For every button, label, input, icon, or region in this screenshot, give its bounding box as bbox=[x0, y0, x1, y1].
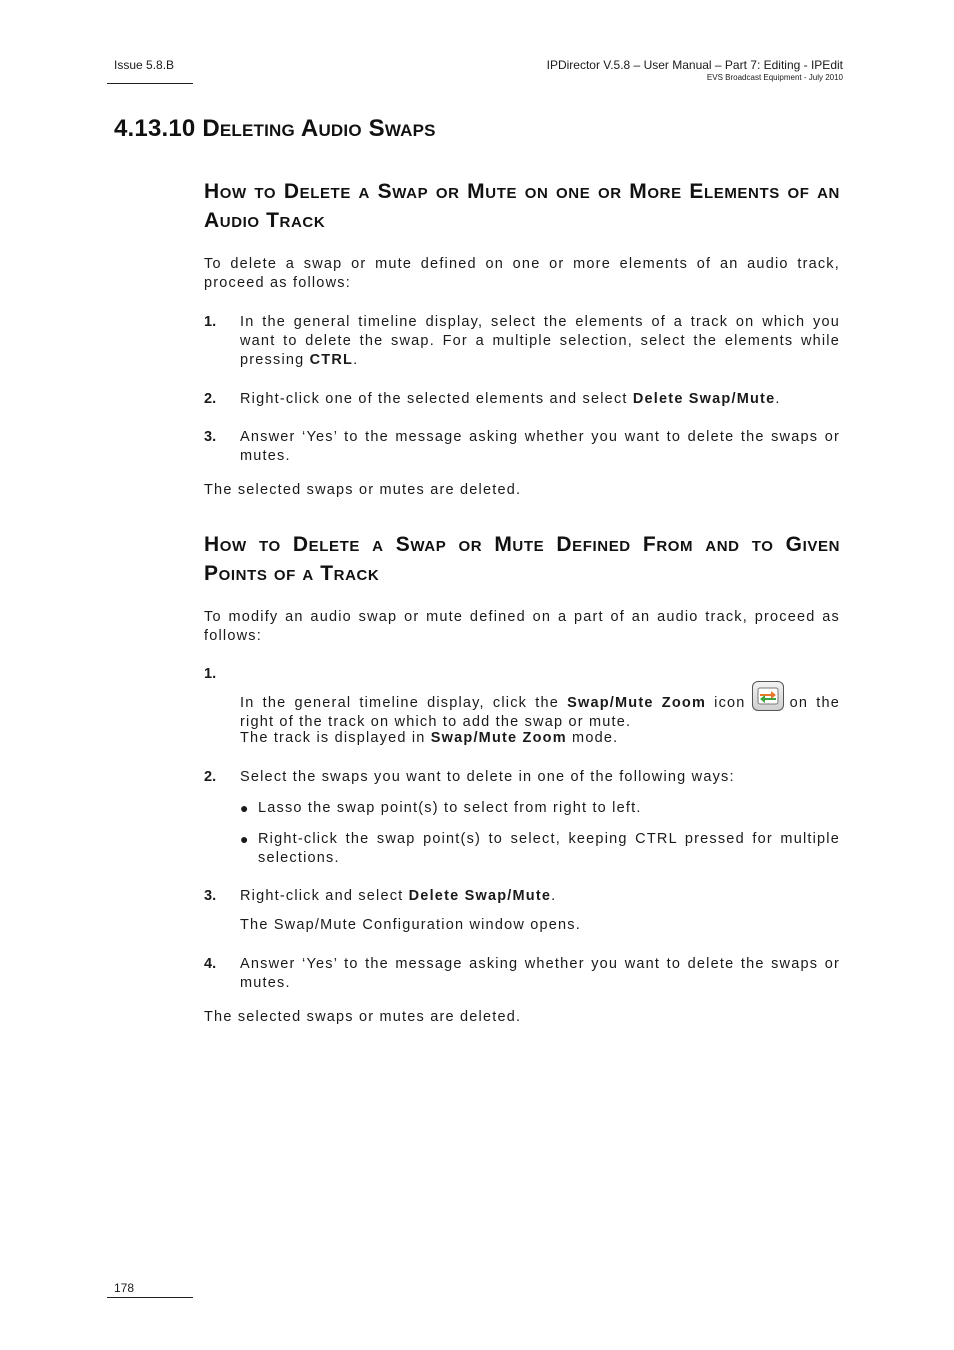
step-note: The track is displayed in Swap/Mute Zoom mode. bbox=[240, 730, 619, 746]
step-text: Right-click and select Delete Swap/Mute. bbox=[240, 888, 557, 904]
menu-command-label: Delete Swap/Mute bbox=[408, 888, 552, 904]
bullet-icon: ● bbox=[240, 800, 249, 816]
header-rule bbox=[107, 83, 193, 84]
heading-delete-from-points: How to Delete a Swap or Mute Defined From and to Given Points of a Track bbox=[204, 533, 840, 585]
step-number: 3. bbox=[204, 888, 217, 904]
step-text: In the general timeline display, select the elements of a track on which you want to delete the swap. For a multiple selection, select the elements while pressing CTRL. bbox=[240, 314, 840, 368]
heading-delete-on-elements: How to Delete a Swap or Mute on one or More Elements of an Audio Track bbox=[204, 180, 840, 232]
footer-rule bbox=[107, 1297, 193, 1298]
bullet-text: Right-click the swap point(s) to select, keeping CTRL pressed for multiple selections. bbox=[258, 831, 840, 866]
bullet-icon: ● bbox=[240, 831, 249, 847]
document-header bbox=[547, 58, 843, 82]
result-paragraph-2: The selected swaps or mutes are deleted. bbox=[204, 1009, 522, 1025]
section-title: 4.13.10 Deleting Audio Swaps bbox=[114, 115, 436, 142]
swap-mute-zoom-mode-label: Swap/Mute Zoom bbox=[430, 730, 567, 746]
step-number: 4. bbox=[204, 956, 217, 972]
step-text: Select the swaps you want to delete in one of the following ways: bbox=[240, 769, 735, 785]
intro-paragraph-2: To modify an audio swap or mute defined on a part of an audio track, proceed as follows: bbox=[204, 609, 840, 644]
step-text: Answer ‘Yes’ to the message asking whether you want to delete the swaps or mutes. bbox=[240, 956, 840, 991]
step-text: Answer ‘Yes’ to the message asking whether you want to delete the swaps or mutes. bbox=[240, 429, 840, 464]
bullet-text: Lasso the swap point(s) to select from right to left. bbox=[258, 800, 642, 816]
step-note: The Swap/Mute Configuration window opens. bbox=[240, 917, 581, 933]
step-text: In the general timeline display, click the Swap/Mute Zoom icon on the right of the track on which to add the swap or mute. bbox=[240, 681, 840, 732]
swap-mute-zoom-label: Swap/Mute Zoom bbox=[567, 695, 707, 711]
step-number: 2. bbox=[204, 769, 217, 785]
manual-title: IPDirector V.5.8 – User Manual – Part 7: Editing - IPEdit bbox=[546, 58, 843, 72]
step-number: 3. bbox=[204, 429, 217, 445]
step-number: 1. bbox=[204, 666, 217, 682]
issue-label: Issue 5.8.B bbox=[114, 58, 175, 72]
step-number: 1. bbox=[204, 314, 217, 330]
swap-mute-zoom-icon bbox=[752, 681, 784, 711]
page-number: 178 bbox=[114, 1281, 135, 1295]
step-text: Right-click one of the selected elements and select Delete Swap/Mute. bbox=[240, 391, 781, 407]
step-number: 2. bbox=[204, 391, 217, 407]
ctrl-key-label: CTRL bbox=[309, 352, 354, 368]
menu-command-label: Delete Swap/Mute bbox=[632, 391, 776, 407]
intro-paragraph-1: To delete a swap or mute defined on one or more elements of an audio track, proceed as follows: bbox=[204, 256, 840, 291]
manual-subtitle: EVS Broadcast Equipment - July 2010 bbox=[706, 73, 843, 82]
result-paragraph-1: The selected swaps or mutes are deleted. bbox=[204, 482, 522, 498]
